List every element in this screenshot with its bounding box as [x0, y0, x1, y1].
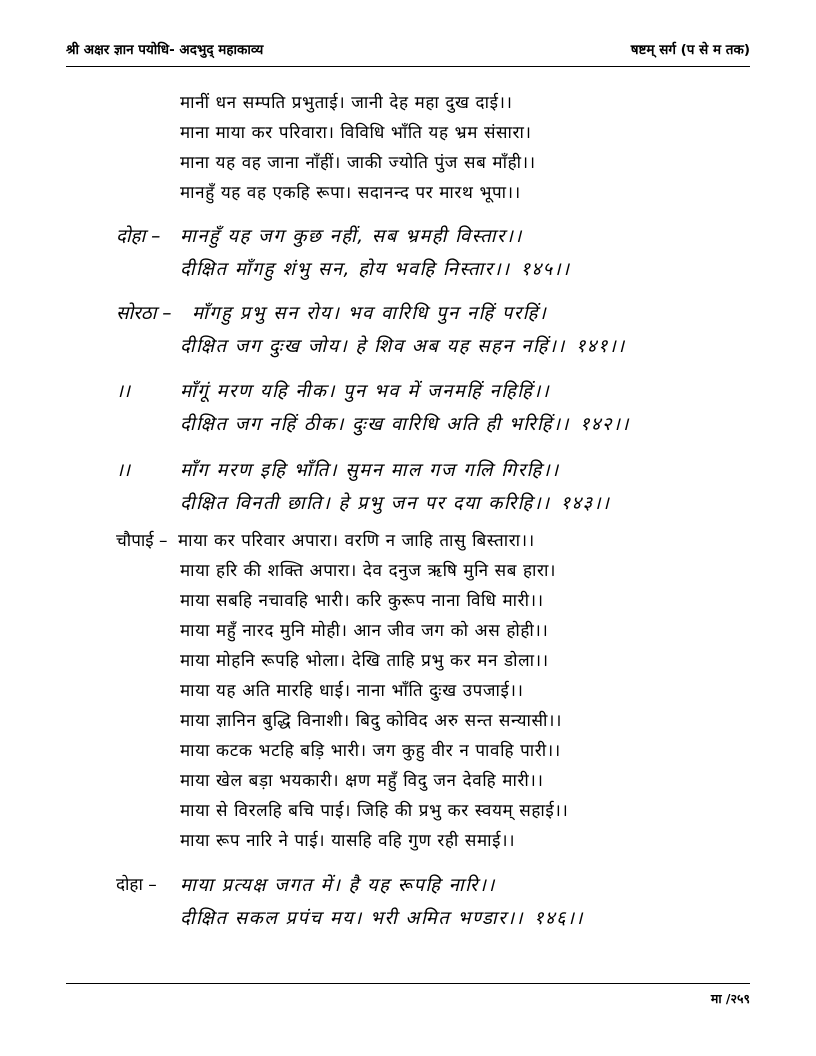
- chaupai-line: माया सबहि नचावहि भारी। करि कुरूप नाना विधि मारी।।: [180, 591, 544, 611]
- header-rule: [66, 66, 750, 67]
- soratha-line: माँगूं मरण यहि नीक। पुन भव में जनमहिं नहिहिं।।: [180, 381, 551, 402]
- doha-line: माया प्रत्यक्ष जगत में। है यह रूपहि नारि।।: [180, 875, 496, 896]
- verse-marker: ।।: [116, 381, 131, 402]
- chaupai-line: माया खेल बड़ा भयकारी। क्षण महुँ विदु जन देवहि मारी।।: [180, 771, 544, 791]
- soratha-line: माँगहु प्रभु सन रोय। भव वारिधि पुन नहिं परहिं।: [192, 303, 548, 324]
- chaupai-line: माया ज्ञानिन बुद्धि विनाशी। बिदु कोविद अरु सन्त सन्यासी।।: [180, 711, 563, 731]
- verse-line: मानहुँ यह वह एकहि रूपा। सदानन्द पर मारथ भूपा।।: [180, 183, 521, 203]
- verse-line: मानीं धन सम्पति प्रभुताई। जानी देह महा दुख दाई।।: [180, 93, 513, 113]
- chaupai-line: माया कर परिवार अपारा। वरणि न जाहि तासु बिस्तारा।।: [178, 531, 535, 551]
- verse-line: माना माया कर परिवारा। विविधि भाँति यह भ्रम संसारा।: [180, 123, 532, 143]
- verse-number: १४१।।: [575, 336, 626, 357]
- verse-number: १४६।।: [533, 908, 584, 929]
- chaupai-label: चौपाई –: [116, 531, 168, 551]
- soratha-label: सोरठा –: [116, 303, 172, 324]
- doha-line: मानहुँ यह जग कुछ नहीं, सब भ्रमही विस्तार।।: [180, 226, 523, 247]
- soratha-line: दीक्षित जग नहिं ठीक। दुःख वारिधि अति ही भरिहिं।। १४२।।: [180, 414, 630, 435]
- verse-marker: ।।: [116, 460, 131, 481]
- chaupai-line: माया हरि की शक्ति अपारा। देव दनुज ऋषि मुनि सब हारा।: [180, 561, 557, 581]
- chaupai-line: माया मोहनि रूपहि भोला। देखि ताहि प्रभु कर मन डोला।।: [180, 651, 549, 671]
- doha-line: दीक्षित माँगहु शंभु सन, होय भवहि निस्तार।। १४५।।: [180, 259, 571, 280]
- page-number: मा /२५९: [710, 991, 750, 1006]
- doha-line: दीक्षित सकल प्रपंच मय। भरी अमित भण्डार।। १४६।।: [180, 908, 584, 929]
- doha-label: दोहा –: [116, 226, 161, 247]
- page-header: [66, 36, 750, 64]
- chaupai-line: माया यह अति मारहि धाई। नाना भाँति दुःख उपजाई।।: [180, 681, 524, 701]
- chaupai-line: माया से विरलहि बचि पाई। जिहि की प्रभु कर स्वयम् सहाई।।: [180, 801, 569, 821]
- verse-number: १४३।।: [560, 493, 611, 514]
- doha-label: दोहा –: [116, 875, 157, 895]
- footer-rule: [66, 983, 750, 984]
- book-title: श्री अक्षर ज्ञान पयोधि- अदभुद् महाकाव्य: [66, 42, 264, 58]
- verse-line: माना यह वह जाना नाँहीं। जाकी ज्योति पुंज सब माँही।।: [180, 153, 536, 173]
- verse-number: १४५।।: [520, 259, 571, 280]
- verse-number: १४२।।: [579, 414, 630, 435]
- soratha-line: माँग मरण इहि भाँति। सुमन माल गज गलि गिरहि।।: [180, 460, 560, 481]
- chaupai-line: माया महुँ नारद मुनि मोही। आन जीव जग को अस होही।।: [180, 621, 549, 641]
- soratha-line: दीक्षित विनती छाति। हे प्रभु जन पर दया करिहि।। १४३।।: [180, 493, 611, 514]
- chaupai-line: माया रूप नारि ने पाई। यासहि वहि गुण रही समाई।।: [180, 831, 516, 851]
- section-title: षष्टम् सर्ग (प से म तक): [630, 42, 750, 58]
- chaupai-line: माया कटक भटहि बड़ि भारी। जग कुहु वीर न पावहि पारी।।: [180, 741, 561, 761]
- soratha-line: दीक्षित जग दुःख जोय। हे शिव अब यह सहन नहिं।। १४१।।: [180, 336, 626, 357]
